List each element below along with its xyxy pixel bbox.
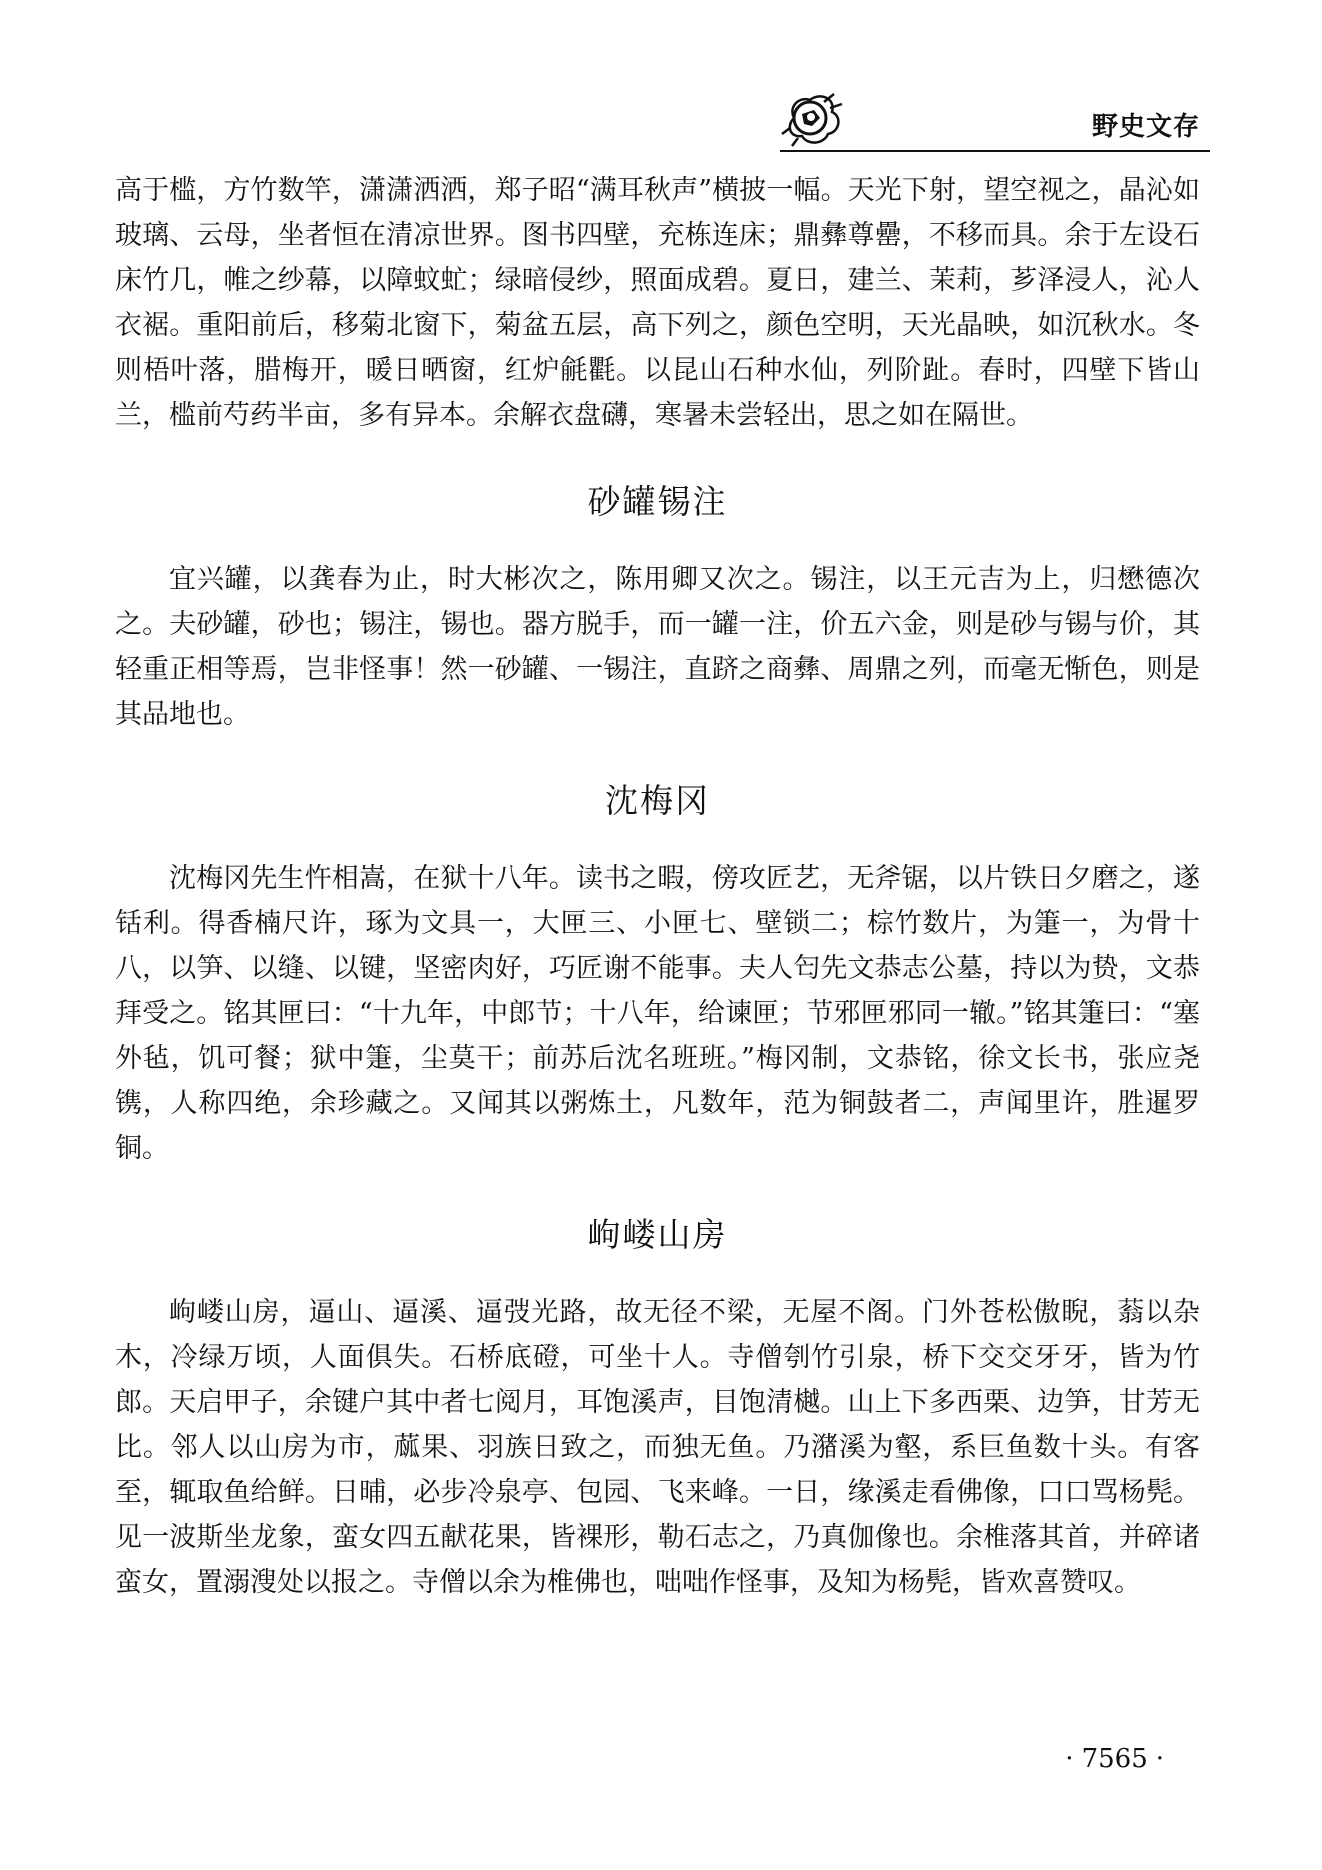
running-header xyxy=(780,88,1210,158)
page-number-dot-right: · xyxy=(1155,1744,1164,1774)
section-title: 砂罐锡注 xyxy=(587,482,728,521)
paragraph: 岣嵝山房，逼山、逼溪、逼弢光路，故无径不梁，无屋不阁。门外苍松傲睨，蓊以杂木，冷绿万顷，人面俱失。石桥底磴，可坐十人。寺僧刳竹引泉，桥下交交牙牙，皆为竹郎。天启甲子，余键户其中者七阅月，耳饱溪声，目饱清樾。山上下多西栗、边笋，甘芳无比。邻人以山房为市，蓏果、羽族日致之，而独无鱼。乃潴溪为壑，系巨鱼数十头。有客至，辄取鱼给鲜。日晡，必步冷泉亭、包园、飞来峰。一日，缘溪走看佛像，口口骂杨髡。见一波斯坐龙象，蛮女四五献花果，皆裸形，勒石志之，乃真伽像也。余椎落其首，并碎诸蛮女，置溺溲处以报之。寺僧以余为椎佛也，咄咄作怪事，及知为杨髡，皆欢喜赞叹。 xyxy=(115,1297,1200,1598)
section-gou-lou-shan-fang xyxy=(115,1209,1200,1605)
paragraph: 高于槛，方竹数竿，潇潇洒洒，郑子昭“满耳秋声”横披一幅。天光下射，望空视之，晶沁如玻璃、云母，坐者恒在清凉世界。图书四壁，充栋连床；鼎彝尊罍，不移而具。余于左设石床竹几，帷之纱幕，以障蚊虻；绿暗侵纱，照面成碧。夏日，建兰、茉莉，芗泽浸人，沁人衣裾。重阳前后，移菊北窗下，菊盆五层，高下列之，颜色空明，天光晶映，如沉秋水。冬则梧叶落，腊梅开，暖日晒窗，红炉毹氍。以昆山石种水仙，列阶趾。春时，四壁下皆山兰，槛前芍药半亩，多有异本。余解衣盘礴，寒暑未尝轻出，思之如在隔世。 xyxy=(115,175,1200,431)
page-number-dot-left: · xyxy=(1065,1744,1074,1774)
section-title: 沈梅冈 xyxy=(605,781,710,820)
paragraph: 沈梅冈先生忤相嵩，在狱十八年。读书之暇，傍攻匠艺，无斧锯，以片铁日夕磨之，遂铦利。得香楠尺许，琢为文具一，大匣三、小匣七、壁锁二；棕竹数片，为箑一，为骨十八，以笋、以缝、以键，坚密肉好，巧匠谢不能事。夫人匄先文恭志公墓，持以为贽，文恭拜受之。铭其匣曰：“十九年，中郎节；十八年，给谏匣；节邪匣邪同一辙。”铭其箑曰：“塞外毡，饥可餐；狱中箑，尘莫干；前苏后沈名班班。”梅冈制，文恭铭，徐文长书，张应尧镌，人称四绝，余珍藏之。又闻其以粥炼土，凡数年，范为铜鼓者二，声闻里许，胜暹罗铜。 xyxy=(115,863,1200,1164)
section-shen-mei-gang xyxy=(115,775,1200,1171)
page-number-value: 7565 xyxy=(1081,1744,1148,1774)
header-title: 野史文存 xyxy=(1091,112,1200,142)
page-number xyxy=(1057,1744,1172,1774)
header-rule xyxy=(780,150,1210,152)
paragraph: 宜兴罐，以龚春为止，时大彬次之，陈用卿又次之。锡注，以王元吉为上，归懋德次之。夫砂罐，砂也；锡注，锡也。器方脱手，而一罐一注，价五六金，则是砂与锡与价，其轻重正相等焉，岂非怪事！然一砂罐、一锡注，直跻之商彝、周鼎之列，而毫无惭色，则是其品地也。 xyxy=(115,564,1200,730)
dragon-emblem-icon xyxy=(780,88,848,150)
page-content xyxy=(115,168,1200,1605)
section-sha-guan-xi-zhu xyxy=(115,476,1200,737)
section-continued xyxy=(115,168,1200,438)
section-title: 岣嵝山房 xyxy=(587,1215,728,1254)
